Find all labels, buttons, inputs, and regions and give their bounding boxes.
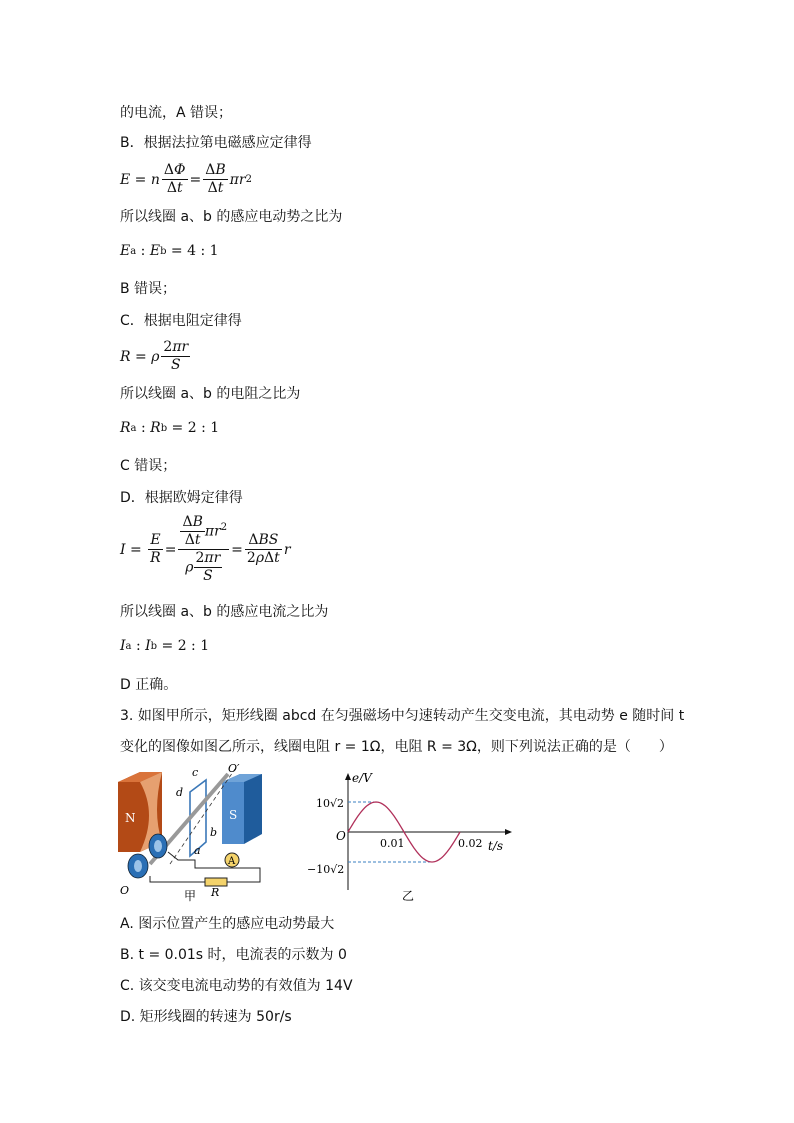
x-tick-001: 0.01 <box>380 837 405 850</box>
question-stem-line-1: 如图甲所示，矩形线圈 abcd 在匀强磁场中匀速转动产生交变电流，其电动势 e 随时间 t <box>137 708 685 724</box>
label-r: R <box>211 886 220 899</box>
resistor-icon <box>205 878 227 886</box>
text-line: 所以线圈 a、b 的感应电流之比为 <box>120 604 329 620</box>
option-b-heading: B．根据法拉第电磁感应定律得 <box>120 135 312 151</box>
x-axis-label: t/s <box>488 839 504 853</box>
option-b: B. t = 0.01s 时，电流表的示数为 0 <box>120 947 347 963</box>
figure-emf-chart <box>300 770 515 905</box>
text-line: 所以线圈 a、b 的电阻之比为 <box>120 386 301 402</box>
text-line: D 正确。 <box>120 677 178 693</box>
caption-yi: 乙 <box>402 889 415 903</box>
question-stem <box>120 707 684 725</box>
formula-resistance: R = ρ $\frac{2\pi r}{S}$ <box>120 339 189 373</box>
formula-emf-ratio: E a : E b = 4 : 1 <box>120 243 219 259</box>
x-tick-002: 0.02 <box>458 837 483 850</box>
formula-current-ratio: I a : I b = 2 : 1 <box>120 638 210 654</box>
formula-faraday: E = n $\frac{\Delta\Phi}{\Delta t}$ = $\frac{\Delta B}{\Delta t}$ πr 2 <box>120 162 252 196</box>
label-o: O <box>120 884 130 897</box>
label-c: c <box>192 766 199 779</box>
label-s: S <box>229 808 238 822</box>
text-line: 所以线圈 a、b 的感应电动势之比为 <box>120 209 343 225</box>
figure-generator-diagram <box>110 764 275 902</box>
text-line: 的电流，A 错误； <box>120 105 233 121</box>
label-b: b <box>210 826 218 839</box>
origin-label: O <box>336 829 346 843</box>
label-ammeter: A <box>228 856 236 867</box>
label-a: a <box>194 844 201 857</box>
y-axis-label: e/V <box>352 771 372 785</box>
formula-resistance-ratio: R a : R b = 2 : 1 <box>120 420 220 436</box>
caption-jia: 甲 <box>184 889 197 902</box>
y-tick-bottom: −10√2 <box>307 863 345 876</box>
label-o-prime: O′ <box>228 764 240 775</box>
label-d: d <box>176 786 184 799</box>
formula-ohm: I = $\frac{E}{R}$ = $\frac{\Delta B}{\Delta t}$ $\pi r^2$ ρ $\frac{2\pi r}{S}$ = $\frac{\text{ΔBS}}{\text{2ρΔt}}$ r <box>120 514 291 584</box>
y-tick-top: 10√2 <box>316 797 345 810</box>
option-c: C. 该交变电流电动势的有效值为 14V <box>120 978 353 994</box>
text-line: B 错误； <box>120 281 177 297</box>
option-a: A. 图示位置产生的感应电动势最大 <box>120 916 335 932</box>
question-number: 3. <box>120 708 134 724</box>
question-stem-line-2: 变化的图像如图乙所示，线圈电阻 r = 1Ω，电阻 R = 3Ω，则下列说法正确的是（ ） <box>120 739 673 755</box>
option-d: D. 矩形线圈的转速为 50r/s <box>120 1009 292 1025</box>
label-n: N <box>125 811 136 825</box>
option-d-heading: D．根据欧姆定律得 <box>120 490 243 506</box>
option-c-heading: C．根据电阻定律得 <box>120 313 242 329</box>
text-line: C 错误； <box>120 458 177 474</box>
